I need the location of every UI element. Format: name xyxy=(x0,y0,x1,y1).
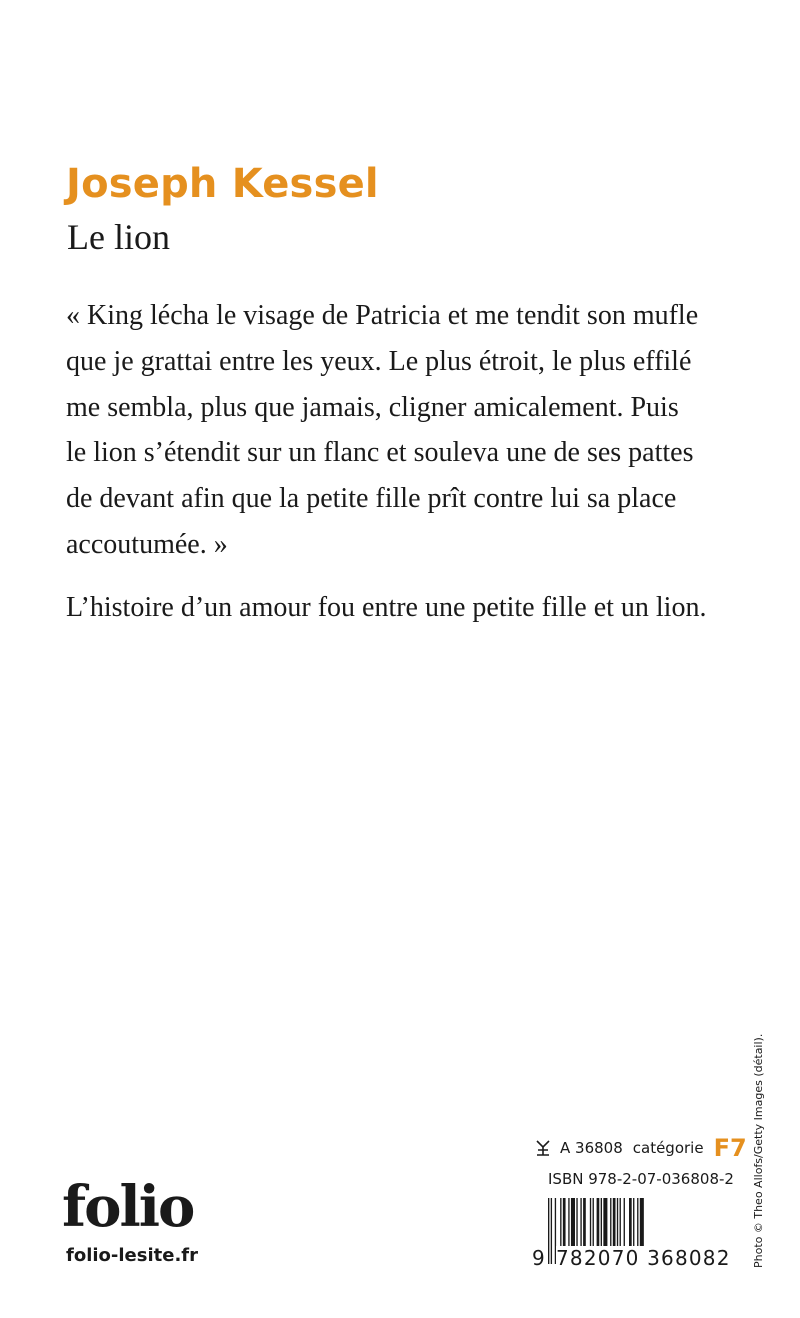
blurb-line: le lion s’étendit sur un flanc et souleva une de ses pattes xyxy=(66,437,694,469)
gallimard-mark-icon xyxy=(534,1139,552,1157)
barcode-lead-digit: 9 xyxy=(532,1246,545,1270)
author-name: Joseph Kessel xyxy=(66,161,379,207)
catalog-info xyxy=(534,1132,747,1164)
barcode-bar xyxy=(551,1198,552,1264)
folio-logo: folio xyxy=(62,1174,194,1240)
catalog-code: A 36808 xyxy=(560,1139,623,1157)
website-link[interactable]: folio-lesite.fr xyxy=(66,1245,198,1266)
category-label: catégorie xyxy=(632,1139,704,1157)
blurb-line: accoutumée. » xyxy=(66,528,228,560)
photo-credit: Photo © Theo Allofs/Getty Images (détail). xyxy=(752,1033,765,1268)
blurb-line: me sembla, plus que jamais, cligner amicalement. Puis xyxy=(66,391,679,423)
blurb-line: de devant afin que la petite fille prît contre lui sa place xyxy=(66,483,677,515)
barcode-digits: 782070 368082 xyxy=(556,1246,731,1270)
blurb-quote xyxy=(66,293,736,568)
barcode-bar xyxy=(548,1198,549,1264)
book-title: Le lion xyxy=(67,217,170,257)
isbn-number: ISBN 978-2-07-036808-2 xyxy=(548,1170,734,1188)
barcode xyxy=(532,1198,731,1276)
category-value: F7 xyxy=(713,1134,747,1162)
tagline: L’histoire d’un amour fou entre une petite fille et un lion. xyxy=(66,592,707,623)
blurb-line: « King lécha le visage de Patricia et me tendit son mufle xyxy=(66,300,699,331)
blurb-line: que je grattai entre les yeux. Le plus étroit, le plus effilé xyxy=(66,345,692,377)
